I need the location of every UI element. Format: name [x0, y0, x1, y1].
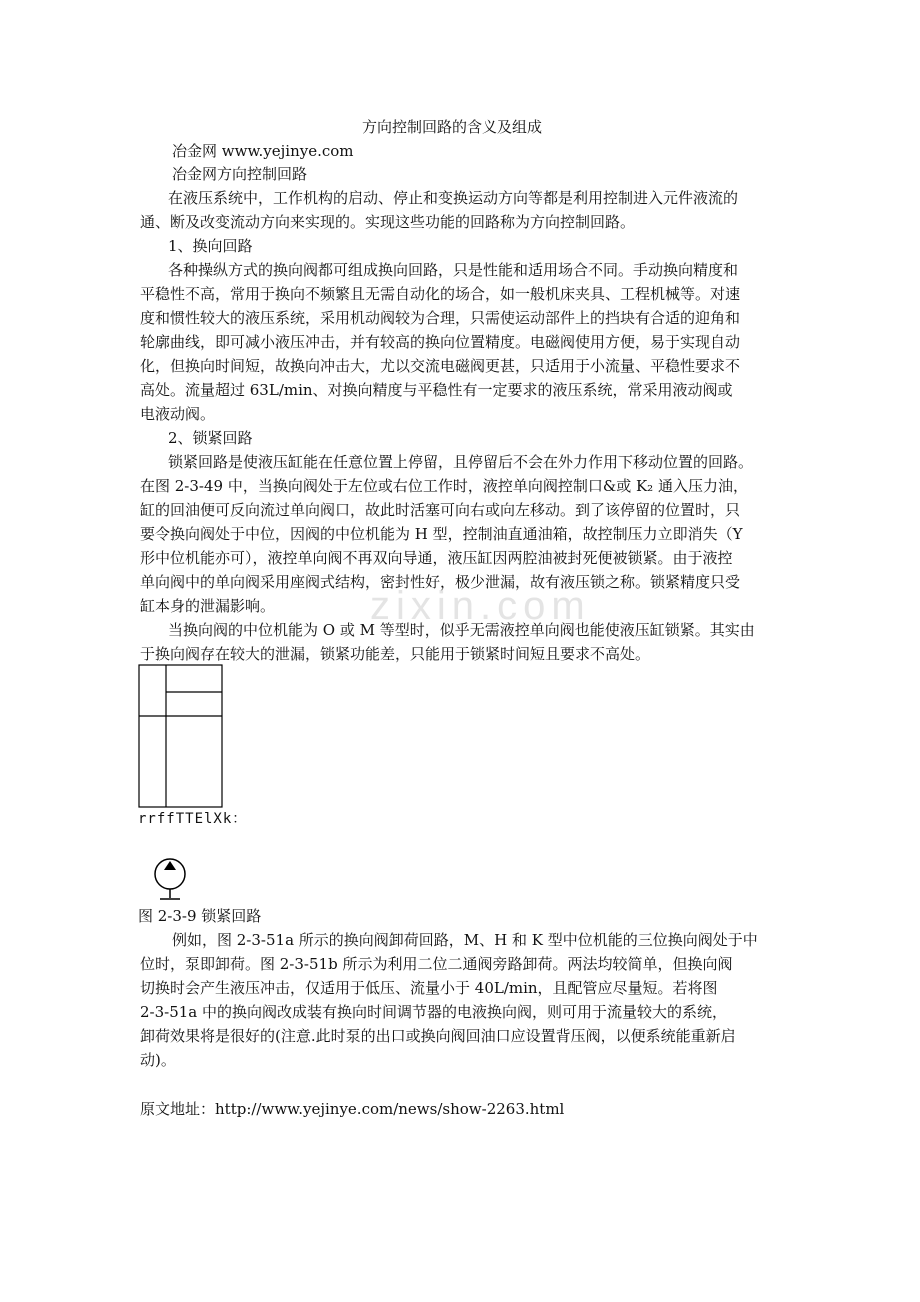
valve-box-figure [138, 664, 224, 810]
section4-line-4: 2-3-51a 中的换向阀改成装有换向时间调节器的电液换向阀，则可用于流量较大的系统， [140, 1003, 728, 1021]
section3-line-2: 于换向阀存在较大的泄漏，锁紧功能差，只能用于锁紧时间短且要求不高处。 [140, 645, 651, 663]
section4-line-3: 切换时会产生液压冲击，仅适用于低压、流量小于 40L/min，且配管应尽量短。若将图 [140, 979, 718, 997]
section1-line-2: 平稳性不高，常用于换向不频繁且无需自动化的场合，如一般机床夹具、工程机械等。对速 [140, 285, 741, 303]
section1-line-7: 电液动阀。 [140, 405, 216, 423]
section2-line-5: 形中位机能亦可），液控单向阀不再双向导通，液压缸因两腔油被封死便被锁紧。由于液控 [140, 549, 733, 567]
section1-line-3: 度和惯性较大的液压系统，采用机动阀较为合理，只需使运动部件上的挡块有合适的迎角和 [140, 309, 741, 327]
section2-line-6: 单向阀中的单向阀采用座阀式结构，密封性好，极少泄漏，故有液压锁之称。锁紧精度只受 [140, 573, 741, 591]
valve-box-outline [139, 665, 222, 807]
section1-line-5: 化，但换向时间短，故换向冲击大，尤以交流电磁阀更甚，只适用于小流量、平稳性要求不 [140, 357, 741, 375]
section2-line-1: 锁紧回路是使液压缸能在任意位置上停留，且停留后不会在外力作用下移动位置的回路。 [168, 453, 754, 471]
section4-line-2: 位时，泵即卸荷。图 2-3-51b 所示为利用二位二通阀旁路卸荷。两法均较简单，但换向阀 [140, 955, 733, 973]
pump-symbol-icon [150, 857, 190, 903]
section4-line-5: 卸荷效果将是很好的(注意.此时泵的出口或换向阀回油口应设置背压阀，以便系统能重新启 [140, 1027, 736, 1045]
section1-heading: 1、换向回路 [168, 237, 253, 255]
section1-line-4: 轮廓曲线，即可减小液压冲击，并有较高的换向位置精度。电磁阀使用方便，易于实现自动 [140, 333, 741, 351]
figure-caption: 图 2-3-9 锁紧回路 [138, 907, 262, 925]
section2-heading: 2、锁紧回路 [168, 429, 253, 447]
section4-line-6: 动)。 [140, 1051, 176, 1069]
section4-line-1: 例如，图 2-3-51a 所示的换向阀卸荷回路，M、H 和 K 型中位机能的三位换向阀处于中 [172, 931, 758, 949]
watermark: zixin.com [370, 584, 591, 628]
figure-garbled-text: rrffTTElXk： [138, 811, 248, 827]
site-line: 冶金网 www.yejinye.com [172, 142, 354, 160]
subtitle-line: 冶金网方向控制回路 [172, 165, 308, 183]
pump-arrow [164, 861, 176, 870]
section3-line-1: 当换向阀的中位机能为 O 或 M 等型时，似乎无需液控单向阀也能使液压缸锁紧。其实由 [168, 621, 755, 639]
section2-line-7: 缸本身的泄漏影响。 [140, 597, 276, 615]
section1-line-1: 各种操纵方式的换向阀都可组成换向回路，只是性能和适用场合不同。手动换向精度和 [168, 261, 739, 279]
section2-line-2: 在图 2-3-49 中，当换向阀处于左位或右位工作时，液控单向阀控制口&或 K₂ 通入压力油， [140, 477, 748, 495]
intro-line-2: 通、断及改变流动方向来实现的。实现这些功能的回路称为方向控制回路。 [140, 213, 636, 231]
section2-line-3: 缸的回油便可反向流过单向阀口，故此时活塞可向右或向左移动。到了该停留的位置时，只 [140, 501, 741, 519]
section1-line-6: 高处。流量超过 63L/min、对换向精度与平稳性有一定要求的液压系统，常采用液动阀或 [140, 381, 733, 399]
document-title: 方向控制回路的含义及组成 [362, 118, 543, 136]
intro-line-1: 在液压系统中，工作机构的启动、停止和变换运动方向等都是利用控制进入元件液流的 [168, 189, 739, 207]
section2-line-4: 要令换向阀处于中位，因阀的中位机能为 H 型，控制油直通油箱，故控制压力立即消失（Y [140, 525, 743, 543]
source-link[interactable]: 原文地址：http://www.yejinye.com/news/show-2263.html [140, 1100, 565, 1118]
